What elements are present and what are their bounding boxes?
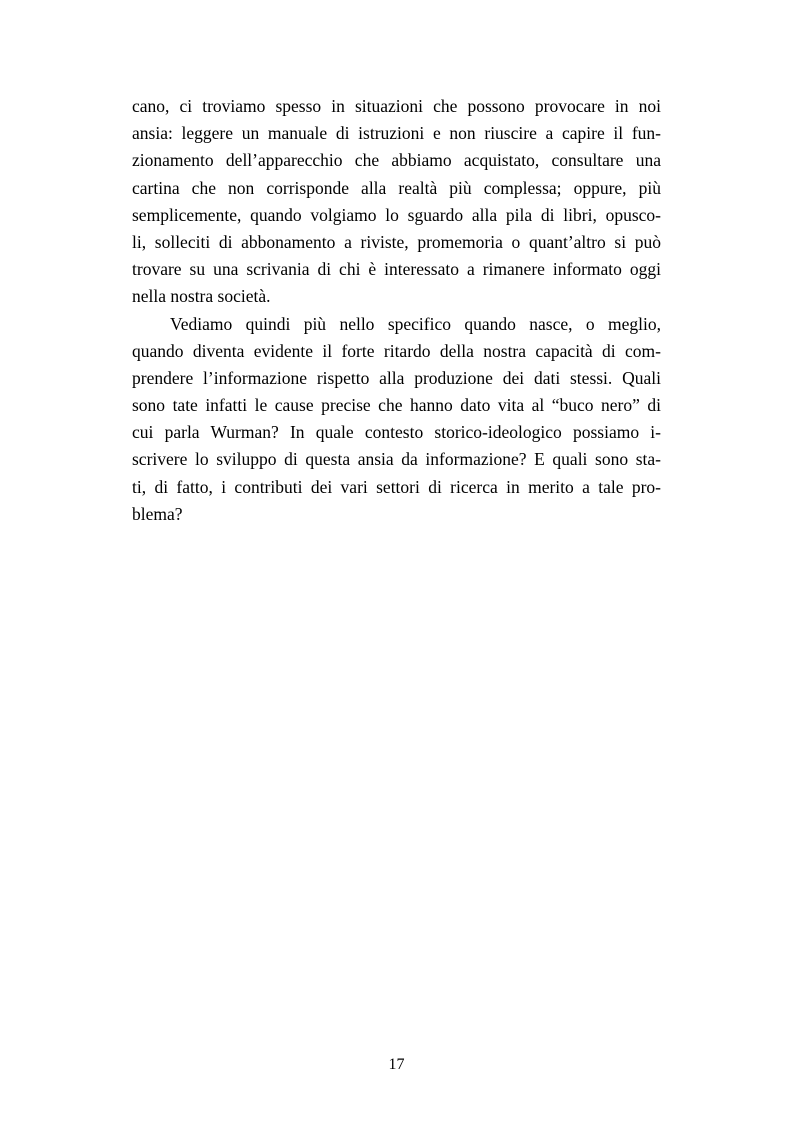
body-text xyxy=(132,93,661,528)
text-line: semplicemente, quando volgiamo lo sguardo alla pila di libri, opusco- xyxy=(132,204,661,225)
paragraph-2 xyxy=(132,311,661,529)
text-line: Vediamo quindi più nello specifico quando nasce, o meglio, xyxy=(170,313,661,334)
text-line: trovare su una scrivania di chi è interessato a rimanere informato oggi xyxy=(132,259,661,280)
text-line: li, solleciti di abbonamento a riviste, promemoria o quant’altro si può xyxy=(132,231,661,252)
text-line: prendere l’informazione rispetto alla produzione dei dati stessi. Quali xyxy=(132,367,661,388)
page-number: 17 xyxy=(388,1056,405,1073)
text-line: sono tate infatti le cause precise che hanno dato vita al “buco nero” di xyxy=(132,395,661,416)
paragraph-1 xyxy=(132,93,661,311)
text-line: cartina che non corrisponde alla realtà più complessa; oppure, più xyxy=(132,177,661,198)
text-line: ansia: leggere un manuale di istruzioni e non riuscire a capire il fun- xyxy=(132,123,661,144)
text-line: scrivere lo sviluppo di questa ansia da informazione? E quali sono sta- xyxy=(132,449,661,470)
text-line: quando diventa evidente il forte ritardo della nostra capacità di com- xyxy=(132,340,661,361)
text-line: blema? xyxy=(132,503,183,524)
text-line: ti, di fatto, i contributi dei vari settori di ricerca in merito a tale pro- xyxy=(132,476,661,497)
text-line: nella nostra società. xyxy=(132,286,271,307)
text-line: cano, ci troviamo spesso in situazioni che possono provocare in noi xyxy=(132,96,661,116)
text-line: cui parla Wurman? In quale contesto storico-ideologico possiamo i- xyxy=(132,422,661,443)
text-line: zionamento dell’apparecchio che abbiamo acquistato, consultare una xyxy=(132,150,661,171)
